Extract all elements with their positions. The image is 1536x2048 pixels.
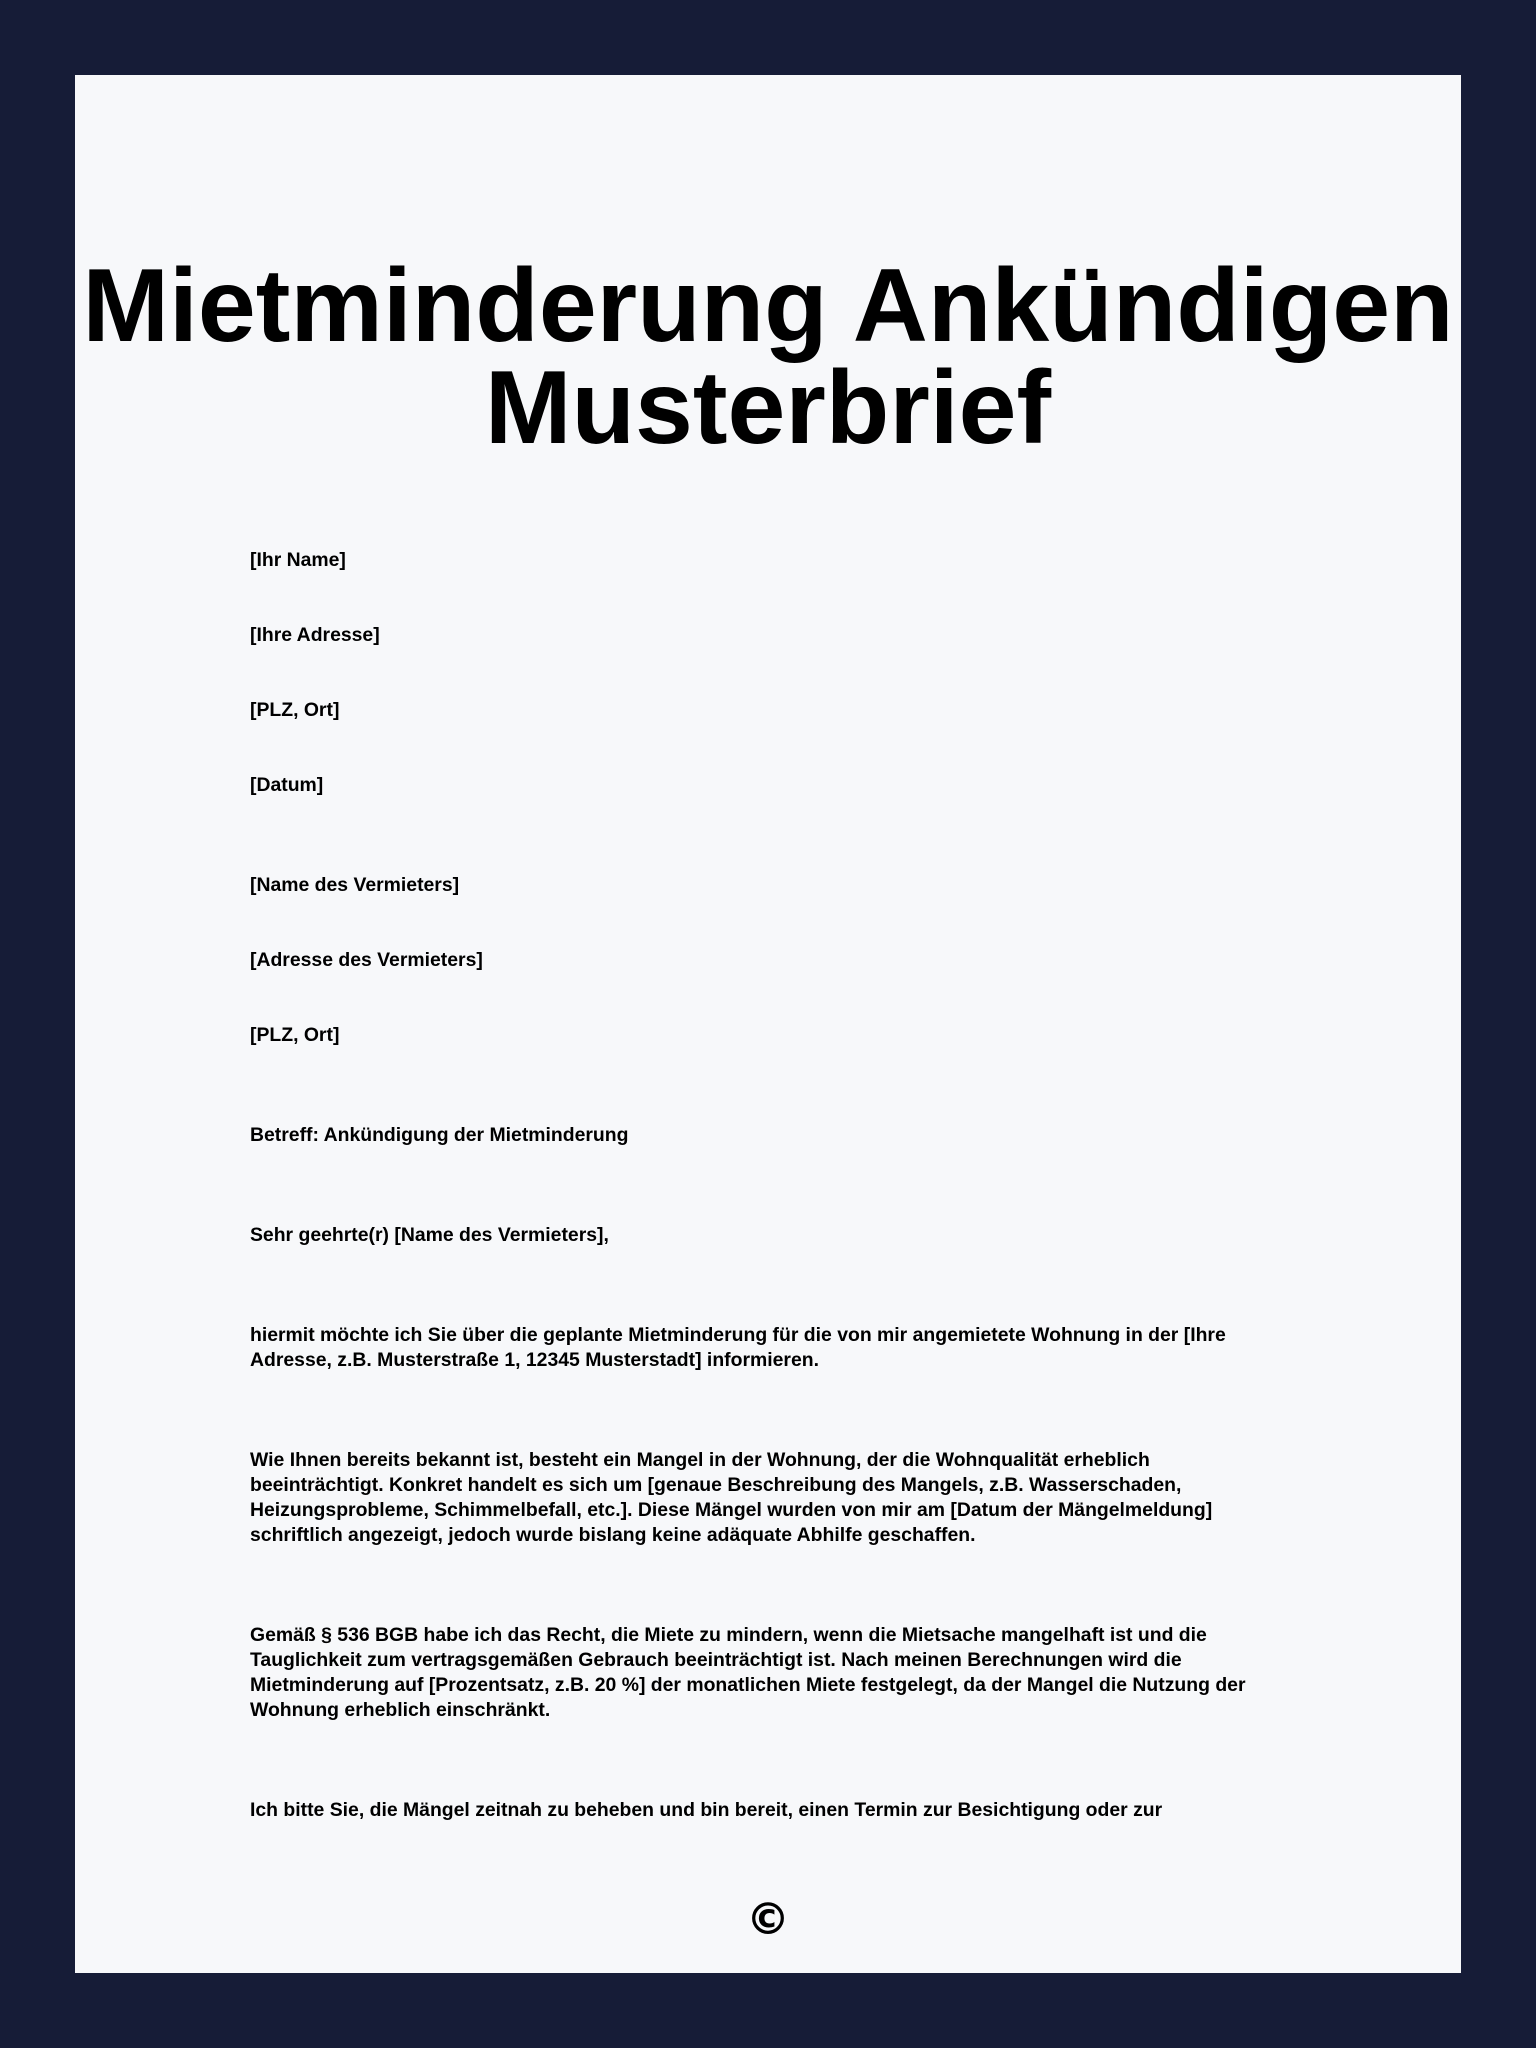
- sender-city: [PLZ, Ort]: [250, 699, 340, 721]
- title-line-2: Musterbrief: [484, 350, 1052, 466]
- copyright-icon: ©: [746, 1894, 790, 1945]
- title-line-1: Mietminderung Ankündigen: [82, 248, 1454, 364]
- paragraph-defect: Wie Ihnen bereits bekannt ist, besteht ein Mangel in der Wohnung, der die Wohnqualität erheblich beeinträchtigt. Konkret handelt es sich um [genaue Beschreibung des Mangels, z.B. Wasserschaden, Heizungsprobleme, Schimmelbefall, etc.]. Diese Mängel wurden von mir am [Datum der Mängelmeldung] schriftlich angezeigt, jedoch wurde bislang keine adäquate Abhilfe geschaffen.: [250, 1449, 1213, 1546]
- recipient-city: [PLZ, Ort]: [250, 1024, 340, 1046]
- paragraph-intro: hiermit möchte ich Sie über die geplante Mietminderung für die von mir angemietete Wohnung in der [Ihre Adresse, z.B. Musterstraße 1, 12345 Musterstadt] informieren.: [250, 1324, 1226, 1371]
- paragraph-request: Ich bitte Sie, die Mängel zeitnah zu beheben und bin bereit, einen Termin zur Besichtigung oder zur: [250, 1799, 1163, 1821]
- letter-subject: Betreff: Ankündigung der Mietminderung: [250, 1124, 629, 1146]
- document-title: [75, 248, 1461, 466]
- sender-name: [Ihr Name]: [250, 549, 346, 571]
- recipient-address: [Adresse des Vermieters]: [250, 949, 483, 971]
- document-page: [75, 75, 1461, 1973]
- recipient-name: [Name des Vermieters]: [250, 874, 460, 896]
- letter-salutation: Sehr geehrte(r) [Name des Vermieters],: [250, 1224, 609, 1246]
- letter-date: [Datum]: [250, 774, 324, 796]
- sender-address: [Ihre Adresse]: [250, 624, 380, 646]
- paragraph-legal: Gemäß § 536 BGB habe ich das Recht, die Miete zu mindern, wenn die Mietsache mangelhaft ist und die Tauglichkeit zum vertragsgemäßen Gebrauch beeinträchtigt ist. Nach meinen Berechnungen wird die Mietminderung auf [Prozentsatz, z.B. 20 %] der monatlichen Miete festgelegt, da der Mangel die Nutzung der Wohnung erheblich einschränkt.: [250, 1624, 1246, 1721]
